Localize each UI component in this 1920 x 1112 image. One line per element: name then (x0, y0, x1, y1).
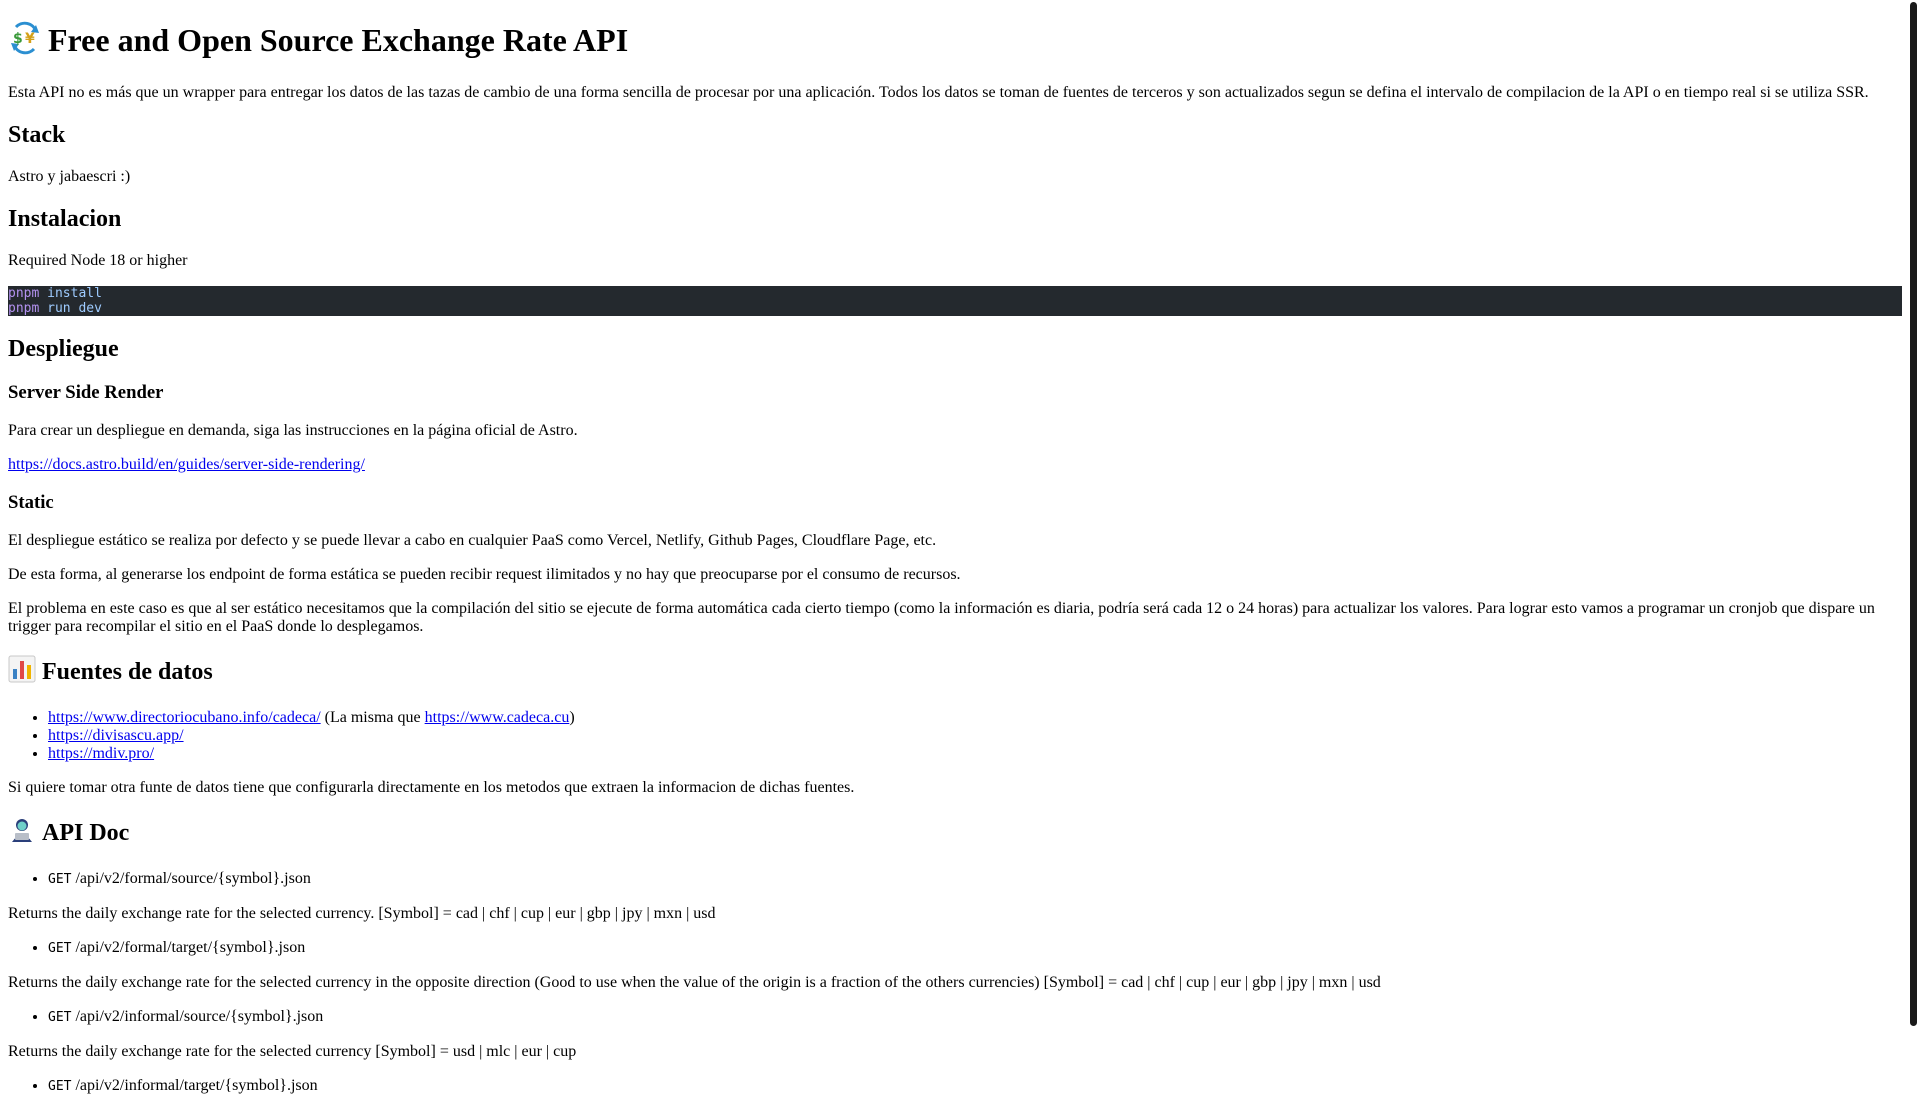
source-link-directoriocubano[interactable]: https://www.directoriocubano.info/cadeca/ (48, 709, 321, 726)
stack-heading: Stack (8, 122, 66, 148)
static-paragraph-2: De esta forma, al generarse los endpoint de forma estática se pueden recibir request ilimitados y no hay que preocuparse por el consumo de recursos. (8, 566, 961, 583)
deploy-heading: Despliegue (8, 336, 119, 362)
readme-content (8, 0, 1902, 1112)
endpoint-path: /api/v2/formal/source/{symbol}.json (75, 870, 311, 887)
bar-chart-icon (8, 655, 36, 690)
endpoint-list (8, 939, 1902, 958)
endpoint-path: /api/v2/formal/target/{symbol}.json (75, 939, 306, 956)
http-method: GET (48, 1079, 72, 1094)
sources-note: Si quiere tomar otra funte de datos tiene que configurarla directamente en los metodos que extraen la informacion de dichas fuentes. (8, 779, 855, 796)
sources-list (8, 709, 1902, 763)
endpoint-list (8, 870, 1902, 889)
intro-paragraph: Esta API no es más que un wrapper para entregar los datos de las tazas de cambio de una forma sencilla de procesar por una aplicación. Todos los datos se toman de fuentes de terceros y son actualizados segun se defina el intervalo de compilacion de la API o en tiempo real si se utiliza SSR. (8, 84, 1869, 101)
static-heading: Static (8, 492, 54, 513)
svg-text:$: $ (13, 31, 23, 47)
list-item (48, 939, 1902, 958)
endpoint-list (8, 1008, 1902, 1027)
static-paragraph-3: El problema en este caso es que al ser estático necesitamos que la compilación del sitio se ejecute de forma automática cada cierto tiempo (como la información es diaria, podría será cada 12 o 24 horas) para actualizar los valores. Para lograr esto vamos a programar un cronjob que dispare un trigger para recompilar el sitio en el PaaS donde lo desplegamos. (8, 600, 1875, 635)
source-link-divisascu[interactable]: https://divisascu.app/ (48, 727, 184, 744)
list-item (48, 1008, 1902, 1027)
currency-exchange-icon (8, 21, 42, 63)
install-code-block (8, 286, 1902, 316)
endpoint-path: /api/v2/informal/target/{symbol}.json (75, 1077, 318, 1094)
endpoint-path: /api/v2/informal/source/{symbol}.json (75, 1008, 324, 1025)
code-args: install (47, 286, 102, 301)
sources-heading: Fuentes de datos (8, 655, 1902, 690)
list-item (48, 727, 1902, 745)
stack-text: Astro y jabaescri :) (8, 168, 131, 185)
http-method: GET (48, 872, 72, 887)
list-item (48, 870, 1902, 889)
svg-text:¥: ¥ (25, 31, 35, 47)
install-text: Required Node 18 or higher (8, 252, 188, 269)
developer-icon (8, 816, 36, 851)
astro-ssr-docs-link[interactable]: https://docs.astro.build/en/guides/server-side-rendering/ (8, 456, 365, 473)
scrollbar[interactable] (1904, 0, 1920, 1080)
scrollbar-thumb[interactable] (1910, 2, 1917, 1026)
source-link-mdiv[interactable]: https://mdiv.pro/ (48, 745, 155, 762)
endpoint-description: Returns the daily exchange rate for the selected currency. [Symbol] = cad | chf | cup | eur | gbp | jpy | mxn | usd (8, 905, 716, 922)
endpoint-description: Returns the daily exchange rate for the selected currency in the opposite direction (Good to use when the value of the origin is a fraction of the others currencies) [Symbol] = cad | chf | cup | eur | gbp | jpy | mxn | usd (8, 974, 1381, 991)
ssr-heading: Server Side Render (8, 382, 164, 403)
http-method: GET (48, 1010, 72, 1025)
ssr-text: Para crear un despliegue en demanda, siga las instrucciones en la página oficial de Astro. (8, 422, 578, 439)
api-heading: API Doc (8, 816, 1902, 851)
list-item: • https://www.directoriocubano.info/cadeca/ (La misma que https://www.cadeca.cu) (48, 709, 1902, 727)
code-command: pnpm (8, 286, 40, 301)
endpoint-description: Returns the daily exchange rate for the selected currency [Symbol] = usd | mlc | eur | cup (8, 1043, 577, 1060)
http-method: GET (48, 941, 72, 956)
code-args: run dev (47, 301, 102, 316)
source-link-cadeca[interactable]: https://www.cadeca.cu (424, 709, 570, 726)
list-item (48, 745, 1902, 763)
install-heading: Instalacion (8, 206, 122, 232)
static-paragraph-1: El despliegue estático se realiza por defecto y se puede llevar a cabo en cualquier PaaS como Vercel, Netlify, Github Pages, Cloudflare Page, etc. (8, 532, 937, 549)
code-command: pnpm (8, 301, 40, 316)
page-title: $ ¥ Free and Open Source Exchange Rate API (8, 21, 1902, 63)
